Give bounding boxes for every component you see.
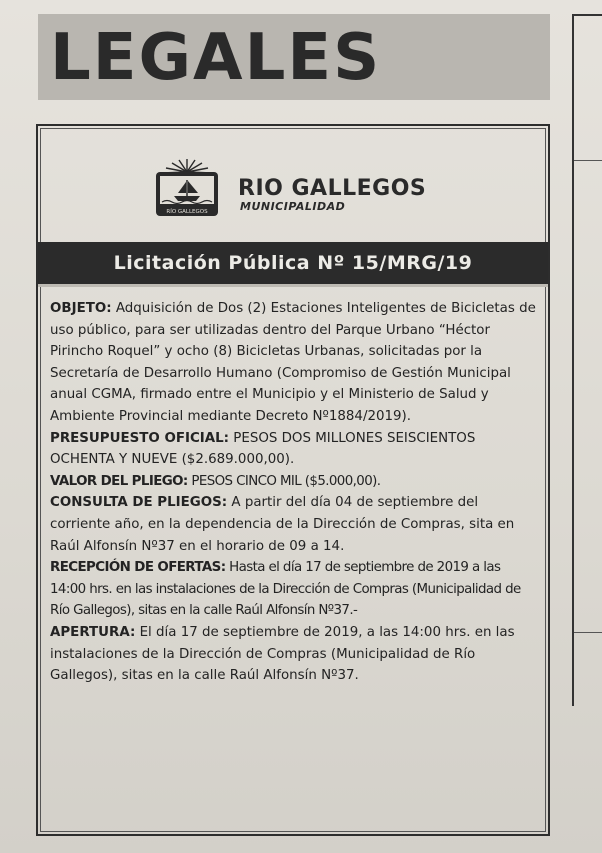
consulta-label: CONSULTA DE PLIEGOS: bbox=[50, 495, 228, 511]
presupuesto-paragraph bbox=[50, 428, 538, 471]
apertura-label: APERTURA: bbox=[50, 624, 136, 640]
adjacent-column-rule bbox=[574, 632, 602, 633]
recepcion-paragraph bbox=[50, 557, 538, 622]
consulta-paragraph bbox=[50, 492, 538, 557]
presupuesto-text: PESOS DOS MILLONES SEISCIENTOS OCHENTA Y NUEVE ($2.689.000,00). bbox=[50, 430, 476, 468]
consulta-text: A partir del día 04 de septiembre del corriente año, en la dependencia de la Dirección de Compras, sita en Raúl Alfonsín Nº37 en el horario de 09 a 14. bbox=[50, 495, 515, 554]
valor-text: PESOS CINCO MIL ($5.000,00). bbox=[187, 473, 381, 489]
presupuesto-label: PRESUPUESTO OFICIAL: bbox=[50, 430, 230, 446]
seal-caption: RÍO GALLEGOS bbox=[166, 209, 208, 215]
municipal-seal-logo bbox=[152, 158, 222, 220]
organization-subtitle: MUNICIPALIDAD bbox=[240, 200, 346, 213]
objeto-text: Adquisición de Dos (2) Estaciones Inteligentes de Bicicletas de uso público, para ser utilizadas dentro del Parque Urbano “Héctor Pirincho Roquel” y ocho (8) Bicicletas Urbanas, solicitadas por la Secretaría de Desarrollo Humano (Compromiso de Gestión Municipal anual CGMA, firmado entre el Municipio y el Ministerio de Salud y Ambiente Provincial mediante Decreto Nº1884/2019). bbox=[50, 301, 536, 424]
section-title: LEGALES bbox=[50, 21, 382, 95]
seal-icon bbox=[152, 158, 222, 220]
adjacent-column-rule bbox=[574, 160, 602, 161]
recepcion-label: RECEPCIÓN DE OFERTAS: bbox=[50, 560, 226, 576]
valor-label: VALOR DEL PLIEGO: bbox=[50, 473, 188, 489]
objeto-label: OBJETO: bbox=[50, 301, 112, 316]
organization-name: RIO GALLEGOS bbox=[238, 176, 427, 201]
valor-paragraph bbox=[50, 471, 538, 493]
notice-title: Licitación Pública Nº 15/MRG/19 bbox=[113, 252, 473, 274]
notice-title-bar bbox=[38, 242, 548, 287]
recepcion-text: Hasta el día 17 de septiembre de 2019 a las 14:00 hrs. en las instalaciones de la Dirección de Compras (Municipalidad de Río Gallegos), sitas en la calle Raúl Alfonsín Nº37.- bbox=[50, 560, 521, 619]
apertura-paragraph bbox=[50, 622, 538, 687]
notice-body bbox=[50, 298, 538, 687]
adjacent-column-border bbox=[572, 14, 602, 706]
objeto-paragraph bbox=[50, 298, 538, 428]
apertura-text: El día 17 de septiembre de 2019, a las 14:00 hrs. en las instalaciones de la Dirección de Compras (Municipalidad de Río Gallegos), sitas en la calle Raúl Alfonsín Nº37. bbox=[50, 624, 515, 684]
